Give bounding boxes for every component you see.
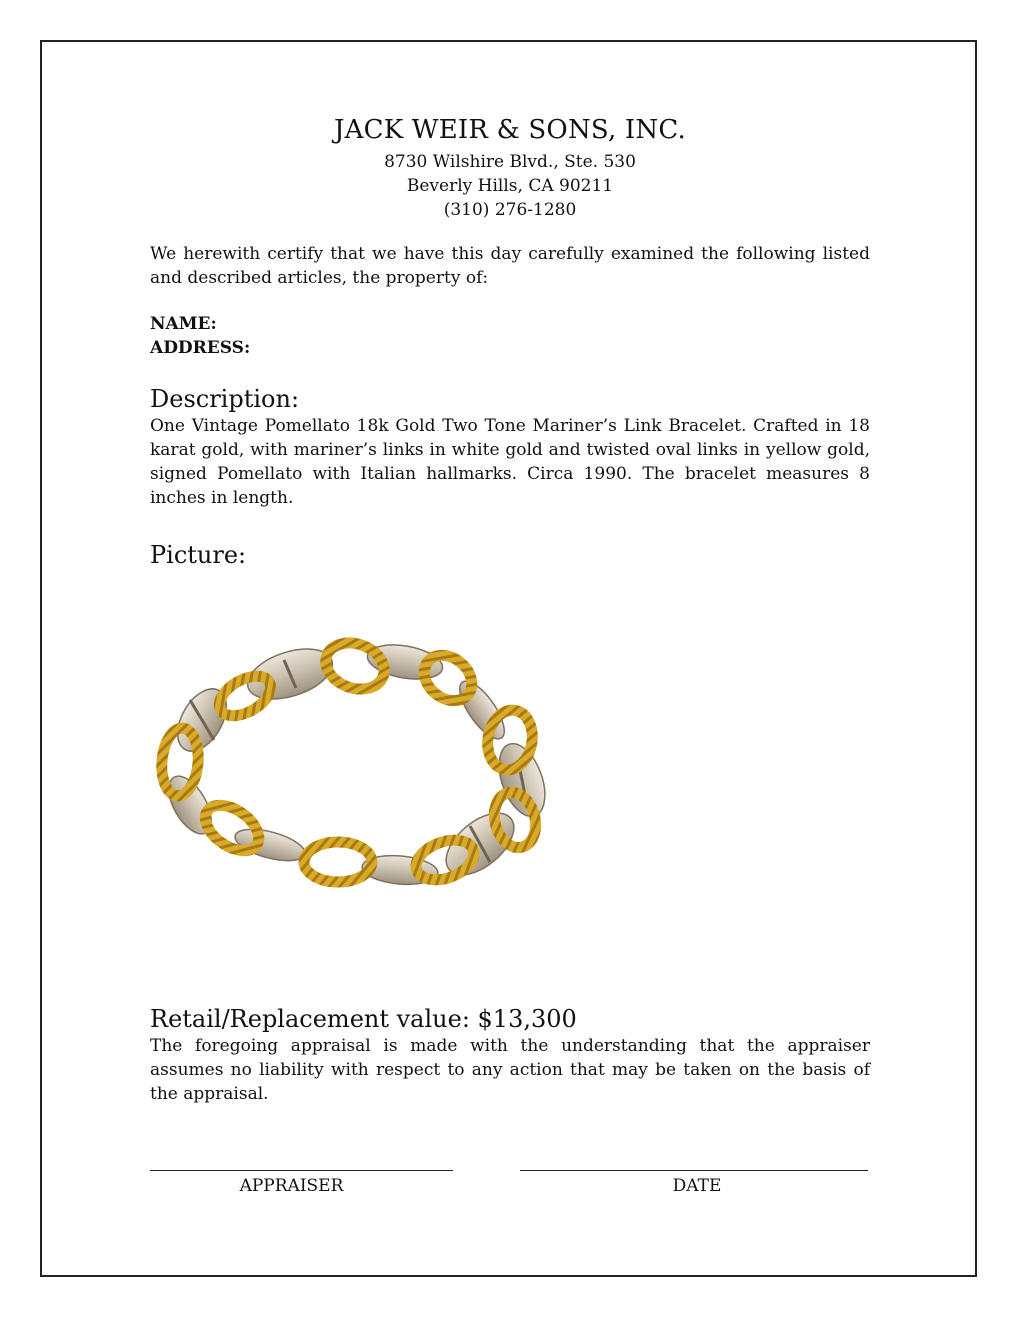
appraisal-disclaimer: The foregoing appraisal is made with the understanding that the appraiser assumes no liability with respect to any action that may be taken on the basis of the appraisal. <box>150 1036 870 1104</box>
date-signature-line <box>520 1170 868 1171</box>
name-label: NAME: <box>150 314 217 334</box>
certification-intro: We herewith certify that we have this day carefully examined the following listed and described articles, the property of: <box>150 244 870 288</box>
company-address-line2: Beverly Hills, CA 90211 <box>406 176 614 196</box>
owner-fields <box>150 312 870 360</box>
retail-value-heading: Retail/Replacement value: $13,300 <box>150 1005 577 1033</box>
description-heading: Description: <box>150 385 300 413</box>
picture-heading: Picture: <box>150 541 247 569</box>
bracelet-photo <box>150 600 570 920</box>
company-address-line1: 8730 Wilshire Blvd., Ste. 530 <box>384 152 636 172</box>
address-label: ADDRESS: <box>150 338 251 358</box>
letterhead <box>0 114 1020 222</box>
company-phone: (310) 276-1280 <box>443 200 577 220</box>
appraiser-label: APPRAISER <box>239 1176 344 1196</box>
company-name: JACK WEIR & SONS, INC. <box>334 115 686 145</box>
description-text: One Vintage Pomellato 18k Gold Two Tone Mariner’s Link Bracelet. Crafted in 18 karat gold, with mariner’s links in white gold and twisted oval links in yellow gold, signed Pomellato with Italian hallmarks. Circa 1990. The bracelet measures 8 inches in length. <box>150 416 870 508</box>
date-label: DATE <box>672 1176 722 1196</box>
appraiser-signature-line <box>150 1170 453 1171</box>
